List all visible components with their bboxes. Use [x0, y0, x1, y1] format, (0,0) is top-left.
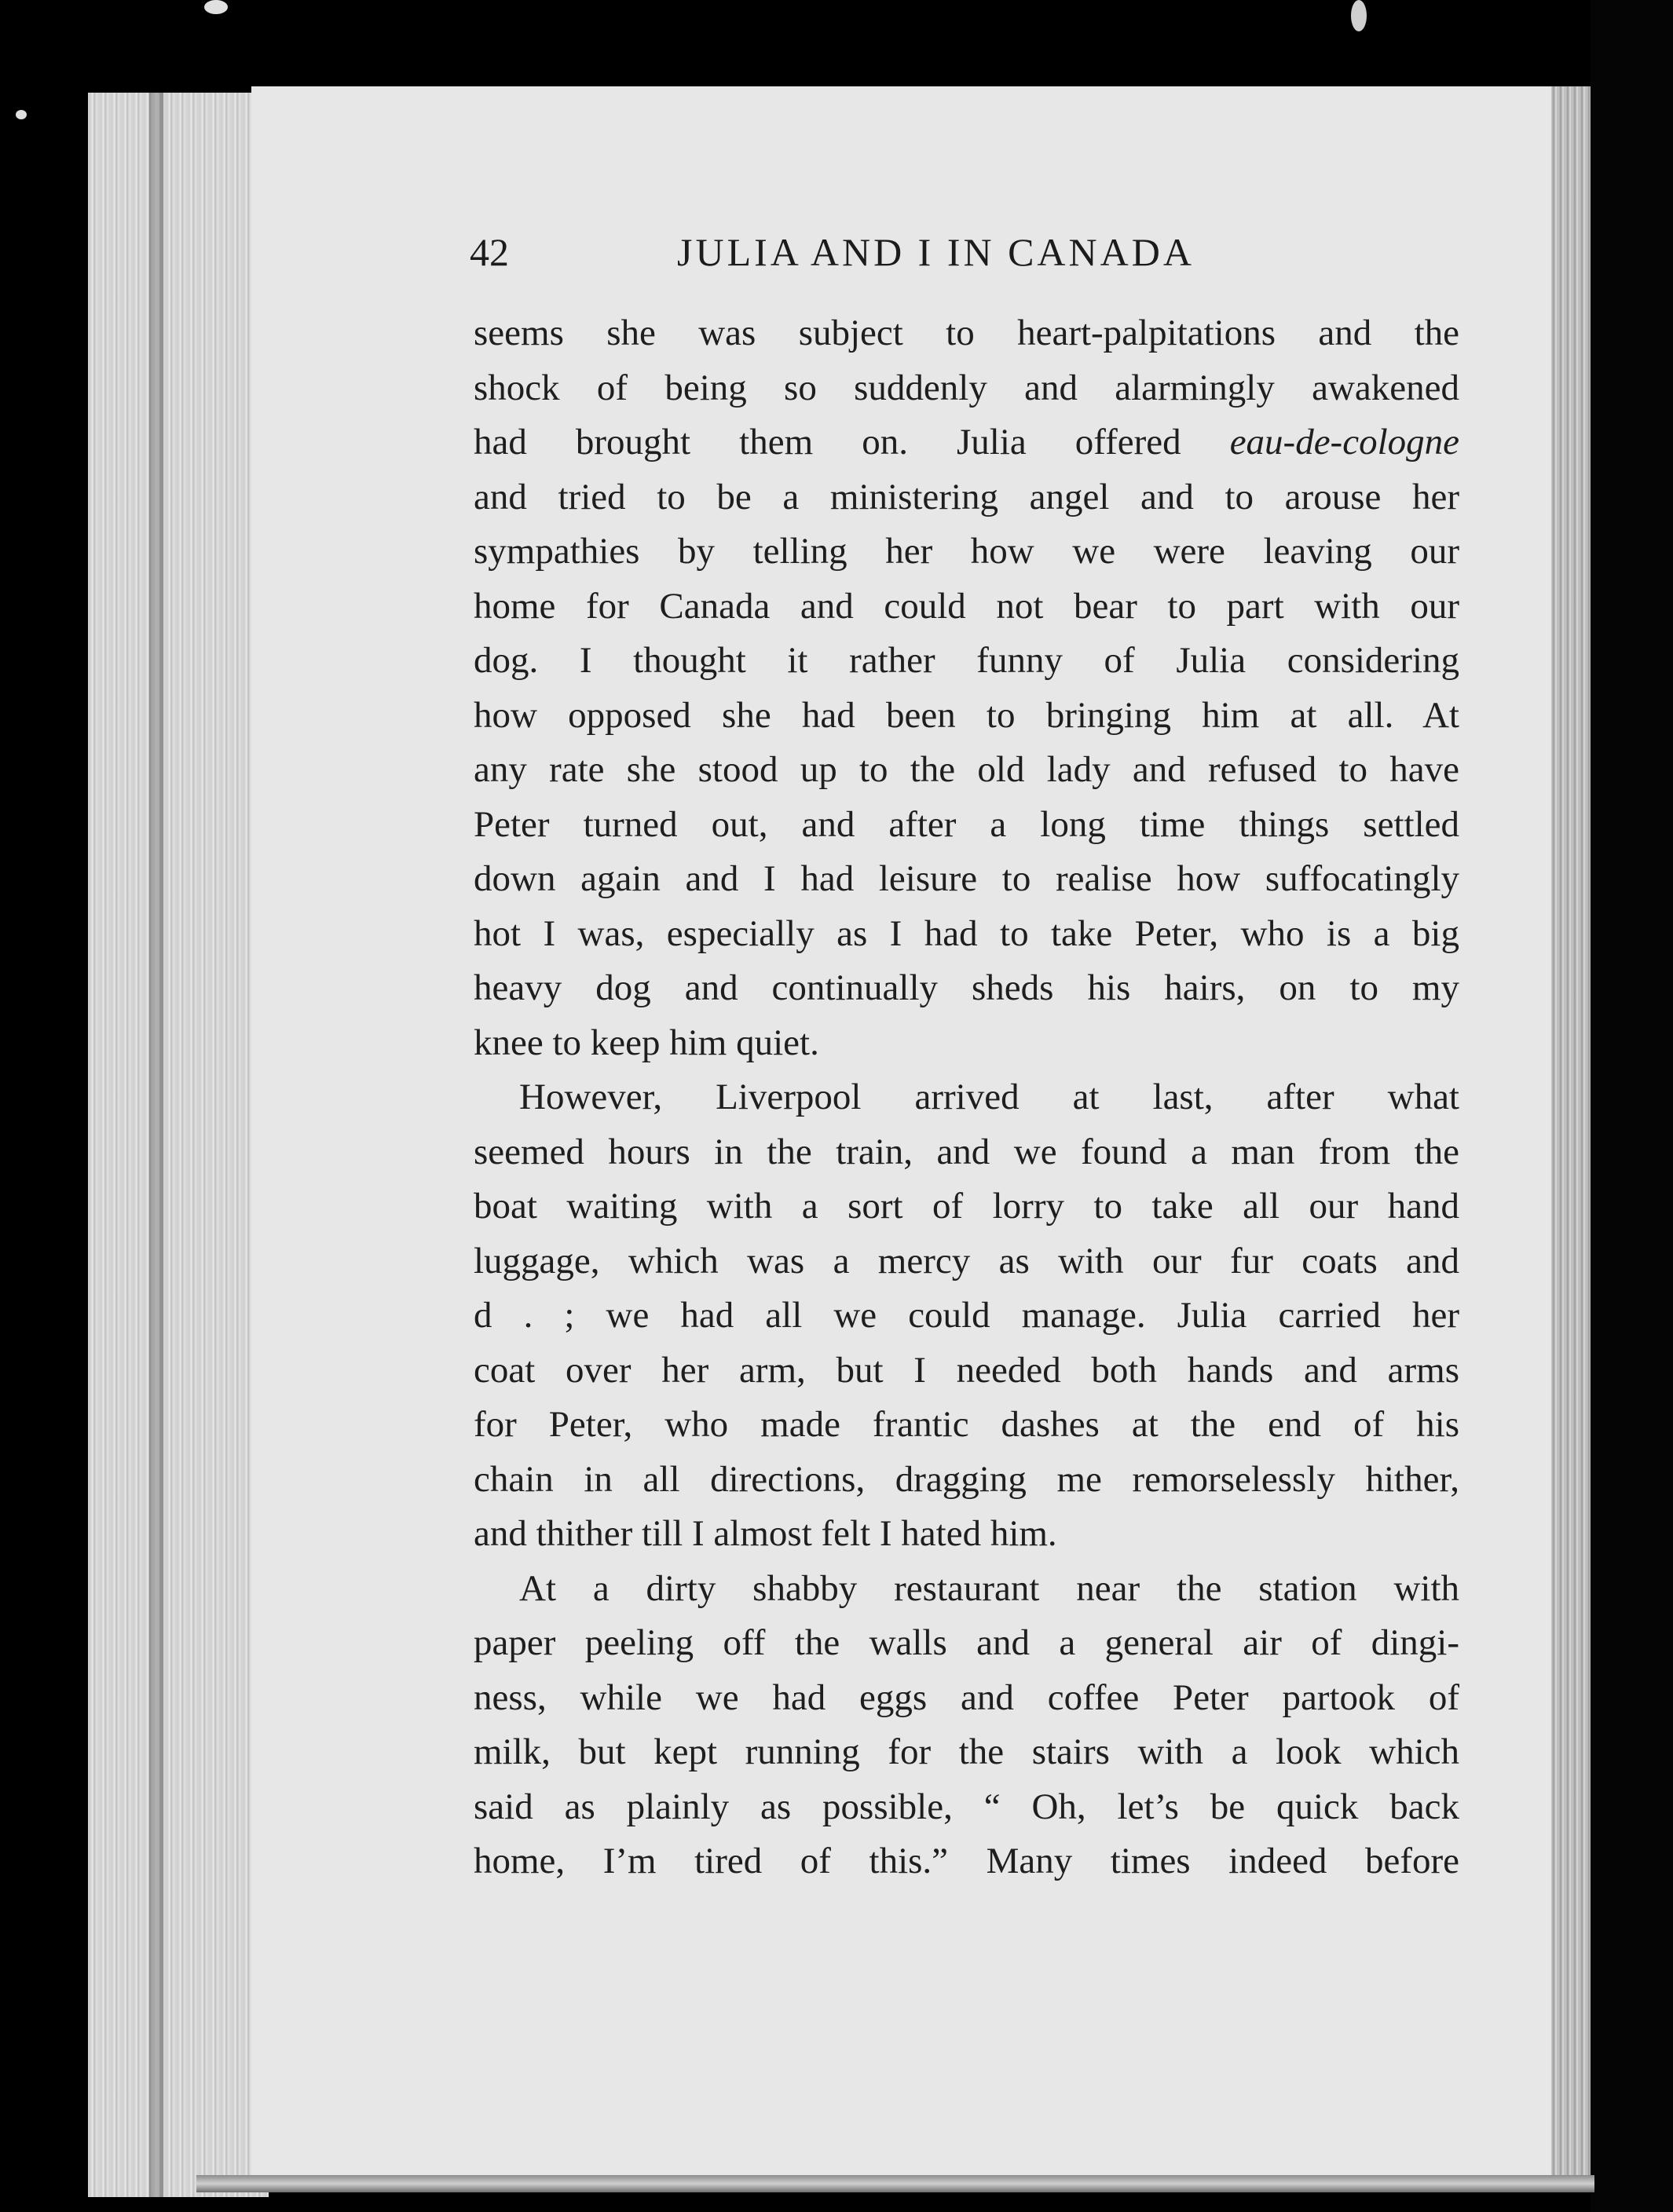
- running-title: JULIA AND I IN CANADA: [677, 230, 1195, 274]
- background-right: [1591, 0, 1673, 2212]
- text-line: [474, 1125, 1459, 1180]
- text-line: [474, 1179, 1459, 1234]
- text-line-content: d . ; we had all we could manage. Julia carried her: [474, 1295, 1459, 1336]
- text-line-content: home for Canada and could not bear to part with our: [474, 585, 1459, 627]
- text-line: [474, 1344, 1459, 1398]
- page-edge-bottom: [196, 2175, 1594, 2192]
- scan-speck: [16, 110, 27, 119]
- text-line: [474, 1616, 1459, 1671]
- text-line: [474, 852, 1459, 907]
- scan-speck: [204, 0, 228, 14]
- text-line-content: ness, while we had eggs and coffee Peter partook of: [474, 1676, 1459, 1718]
- text-line: [474, 306, 1459, 361]
- text-line: [474, 1725, 1459, 1780]
- text-line: [474, 1016, 1459, 1071]
- text-line: [474, 743, 1459, 798]
- text-line: [474, 1398, 1459, 1453]
- text-line-content: dog. I thought it rather funny of Julia considering: [474, 640, 1459, 681]
- text-line-content: paper peeling off the walls and a general air of dingi-: [474, 1622, 1459, 1663]
- page-stack-shadow: [149, 93, 163, 2197]
- text-line-content: seems she was subject to heart-palpitations and the: [474, 313, 1459, 353]
- text-line: [474, 1070, 1459, 1125]
- page-header: [470, 220, 1459, 291]
- text-line-content: heavy dog and continually sheds his hairs, on to my: [474, 967, 1459, 1008]
- text-line: [474, 798, 1459, 853]
- text-line: [474, 580, 1459, 634]
- page-number: 42: [470, 230, 509, 274]
- text-line-content: said as plainly as possible, “ Oh, let’s be quick back: [474, 1786, 1459, 1827]
- text-line-content: boat waiting with a sort of lorry to take all our hand: [474, 1186, 1459, 1227]
- text-line-content: At a dirty shabby restaurant near the station with: [519, 1567, 1459, 1609]
- text-line: [474, 961, 1459, 1016]
- text-line-content: Peter turned out, and after a long time things settled: [474, 803, 1459, 845]
- text-line-content: sympathies by telling her how we were leaving our: [474, 531, 1459, 572]
- text-line: [474, 1562, 1459, 1617]
- text-line-content: and thither till I almost felt I hated him.: [474, 1513, 1057, 1554]
- text-line: [474, 1453, 1459, 1508]
- text-line-content: coat over her arm, but I needed both hands and arms: [474, 1349, 1459, 1391]
- text-line: [474, 1780, 1459, 1835]
- text-line-content: had brought them on. Julia offered: [474, 422, 1181, 463]
- text-line: [474, 525, 1459, 580]
- text-line: [474, 470, 1459, 525]
- text-line: [474, 361, 1459, 416]
- text-line-content: knee to keep him quiet.: [474, 1022, 819, 1063]
- text-line: [474, 1507, 1459, 1562]
- text-line-content: chain in all directions, dragging me remorselessly hither,: [474, 1458, 1459, 1500]
- text-line-content: hot I was, especially as I had to take Peter, who is a big: [474, 912, 1459, 954]
- body-text: [474, 306, 1459, 1889]
- text-line-content: seemed hours in the train, and we found a man from the: [474, 1131, 1459, 1172]
- text-line: [474, 1671, 1459, 1726]
- text-line: [474, 415, 1459, 470]
- text-line: [474, 689, 1459, 744]
- text-line-content: luggage, which was a mercy as with our fur coats and: [474, 1240, 1459, 1281]
- text-line-content: shock of being so suddenly and alarmingly awakened: [474, 367, 1459, 408]
- text-line-content: for Peter, who made frantic dashes at the end of his: [474, 1404, 1459, 1445]
- text-line: [474, 634, 1459, 689]
- text-line-content: milk, but kept running for the stairs with a look which: [474, 1731, 1459, 1772]
- text-line-content: any rate she stood up to the old lady and refused to have: [474, 749, 1459, 790]
- page-edge-right: [1551, 86, 1591, 2191]
- text-line-content: home, I’m tired of this.” Many times indeed before: [474, 1841, 1459, 1881]
- page-stack-left: [88, 93, 269, 2197]
- text-line-content: how opposed she had been to bringing him at all. At: [474, 694, 1459, 736]
- text-line: [474, 1289, 1459, 1344]
- text-line: [474, 1234, 1459, 1289]
- scan-speck: [1351, 0, 1367, 31]
- text-line-content: However, Liverpool arrived at last, after what: [519, 1077, 1459, 1117]
- text-line: [474, 1834, 1459, 1889]
- text-line-content: down again and I had leisure to realise how suffocatingly: [474, 858, 1459, 899]
- italic-phrase: eau-de-cologne: [1229, 422, 1459, 463]
- text-line-content: and tried to be a ministering angel and to arouse her: [474, 476, 1459, 517]
- text-line: [474, 907, 1459, 962]
